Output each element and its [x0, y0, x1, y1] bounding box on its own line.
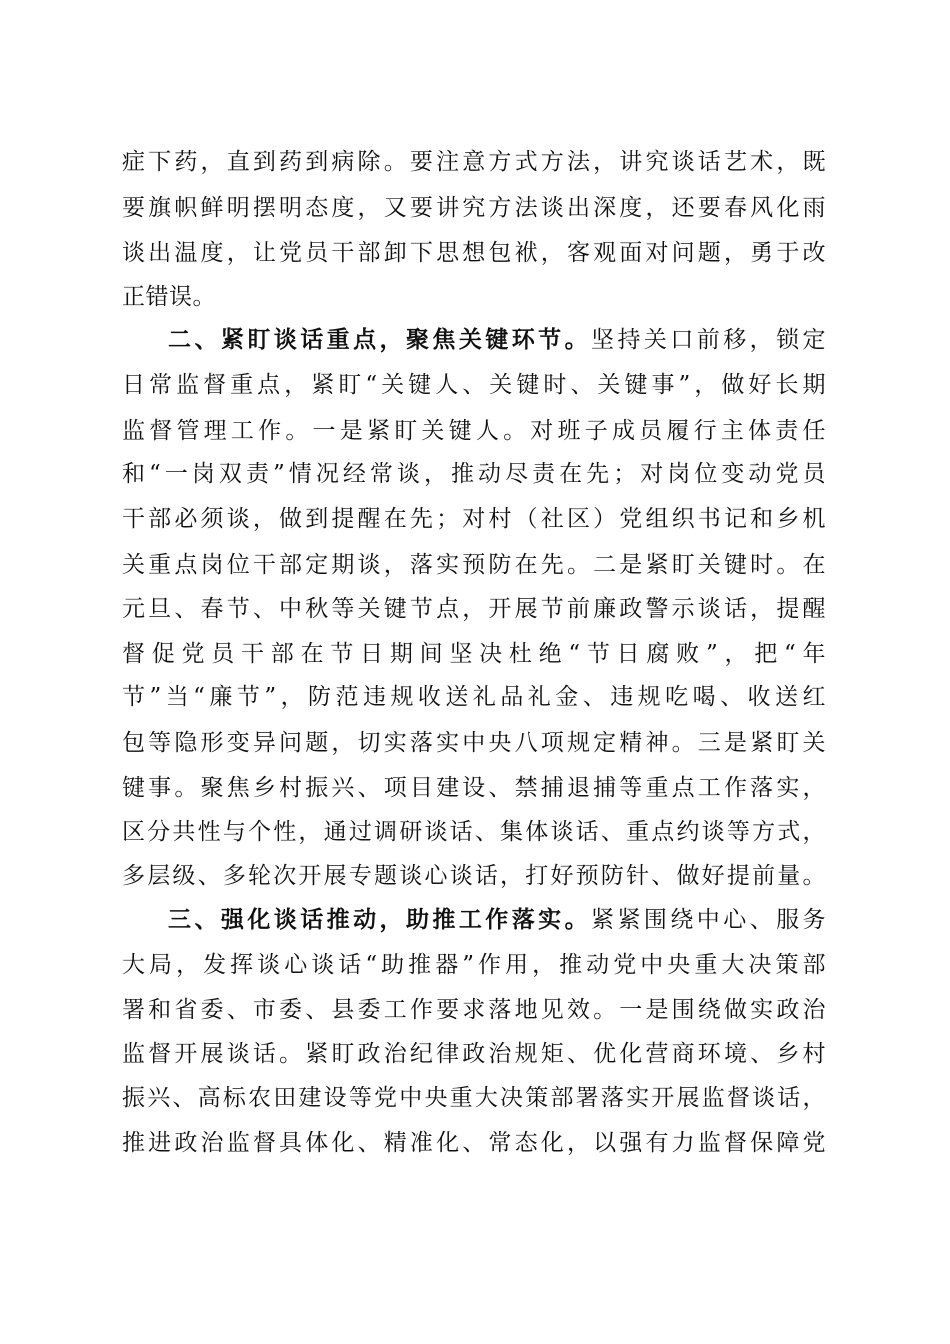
text-line: 监督开展谈话。紧盯政治纪律政治规矩、优化营商环境、乡村	[122, 1041, 826, 1067]
text-line: 和“一岗双责”情况经常谈，推动尽责在先；对岗位变动党员	[122, 461, 826, 487]
text-line: 要旗帜鲜明摆明态度，又要讲究方法谈出深度，还要春风化雨	[122, 195, 826, 221]
text-line: 多层级、多轮次开展专题谈心谈话，打好预防针、做好提前量。	[122, 863, 826, 889]
text-run: 坚持关口前移，锁定	[591, 327, 826, 353]
section-heading-2: 二、紧盯谈话重点，聚焦关键环节。	[168, 326, 591, 353]
text-line: 推进政治监督具体化、精准化、常态化，以强有力监督保障党	[122, 1130, 826, 1156]
text-line: 节”当“廉节”，防范违规收送礼品礼金、违规吃喝、收送红	[122, 684, 826, 710]
text-line: 督促党员干部在节日期间坚决杜绝“节日腐败”，把“年	[122, 641, 826, 667]
text-line: 区分共性与个性，通过调研谈话、集体谈话、重点约谈等方式，	[122, 819, 826, 845]
text-line: 振兴、高标农田建设等党中央重大决策部署落实开展监督谈话，	[122, 1085, 826, 1111]
text-line: 日常监督重点，紧盯“关键人、关键时、关键事”，做好长期	[122, 372, 826, 398]
section-heading-3: 三、强化谈话推动，助推工作落实。	[168, 906, 591, 933]
section-heading-line	[168, 898, 826, 942]
text-line: 谈出温度，让党员干部卸下思想包袱，客观面对问题，勇于改	[122, 240, 826, 266]
text-line: 大局，发挥谈心谈话“助推器”作用，推动党中央重大决策部	[122, 952, 826, 978]
text-line: 署和省委、市委、县委工作要求落地见效。一是围绕做实政治	[122, 997, 826, 1023]
text-line: 关重点岗位干部定期谈，落实预防在先。二是紧盯关键时。在	[122, 552, 826, 578]
text-line: 监督管理工作。一是紧盯关键人。对班子成员履行主体责任	[122, 418, 826, 444]
text-line: 症下药，直到药到病除。要注意方式方法，讲究谈话艺术，既	[122, 149, 826, 175]
text-line: 正错误。	[122, 284, 216, 310]
text-line: 元旦、春节、中秋等关键节点，开展节前廉政警示谈话，提醒	[122, 596, 826, 622]
section-heading-line	[168, 318, 826, 362]
text-line: 包等隐形变异问题，切实落实中央八项规定精神。三是紧盯关	[122, 730, 826, 756]
text-line: 干部必须谈，做到提醒在先；对村（社区）党组织书记和乡机	[122, 506, 826, 532]
text-run: 紧紧围绕中心、服务	[591, 907, 826, 933]
text-line: 键事。聚焦乡村振兴、项目建设、禁捕退捕等重点工作落实，	[122, 775, 826, 801]
